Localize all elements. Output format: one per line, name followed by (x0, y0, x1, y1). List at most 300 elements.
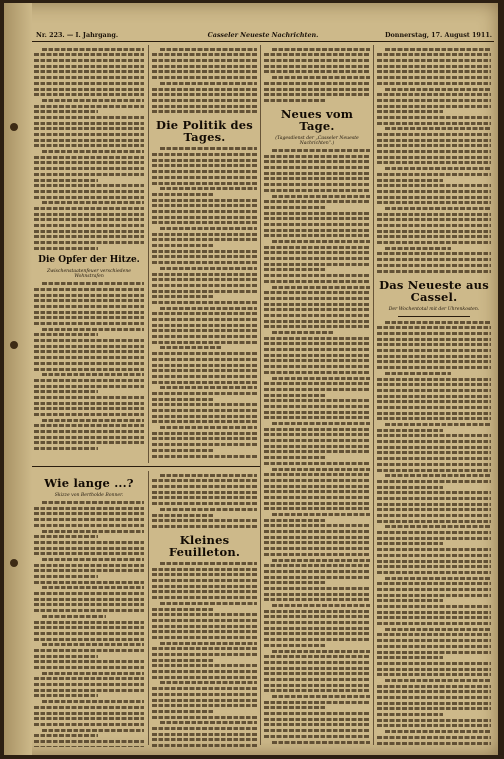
text-line (377, 338, 491, 341)
text-line (34, 110, 98, 113)
text-line (377, 190, 491, 193)
text-line (34, 196, 144, 199)
text-line (34, 76, 144, 79)
text-line (152, 432, 257, 435)
text-line (152, 273, 257, 276)
text-line (34, 677, 144, 680)
text-line (42, 530, 144, 533)
text-line (377, 70, 491, 73)
text-line (264, 627, 370, 630)
text-line (272, 695, 370, 698)
subline-opfer: Zwischenstaatenfeuer verschiedene Wohnstrafen (46, 269, 132, 280)
text-line (34, 173, 144, 176)
text-line (152, 449, 213, 452)
text-line (264, 388, 370, 391)
text-line (152, 153, 257, 156)
text-line (264, 189, 370, 192)
text-line (152, 491, 257, 494)
text-line (152, 59, 257, 62)
text-line (385, 207, 491, 210)
text-line (377, 230, 491, 233)
text-line (264, 337, 370, 340)
text-line (377, 491, 491, 494)
text-line (377, 76, 491, 79)
text-line (264, 661, 370, 664)
text-line (377, 537, 491, 540)
text-line (34, 241, 144, 244)
text-line (264, 93, 370, 96)
text-line (152, 93, 257, 96)
text-line (272, 240, 370, 243)
text-line (377, 417, 491, 420)
text-line (264, 394, 325, 397)
text-line (377, 264, 491, 267)
text-line (264, 530, 370, 533)
text-line (34, 507, 144, 510)
text-line (152, 693, 257, 696)
text-line (34, 316, 144, 319)
text-line (272, 422, 370, 425)
text-line (377, 406, 491, 409)
text-line (34, 598, 144, 601)
text-line (264, 667, 370, 670)
text-line (264, 183, 370, 186)
text-line (152, 664, 257, 667)
text-line (385, 321, 491, 324)
punch-hole (10, 123, 18, 131)
text-line (264, 593, 370, 596)
text-line (272, 559, 370, 562)
text-line (377, 133, 491, 136)
text-line (264, 519, 325, 522)
text-line (377, 412, 491, 415)
text-line (34, 179, 98, 182)
text-line (377, 116, 491, 119)
text-line (34, 82, 144, 85)
text-line (152, 295, 213, 298)
text-line (152, 301, 257, 304)
text-line (42, 328, 144, 331)
text-line (152, 455, 257, 458)
text-line (264, 678, 370, 681)
text-line (272, 513, 370, 516)
text-line (152, 716, 257, 719)
text-line (264, 689, 370, 692)
text-line (264, 291, 370, 294)
text-line (377, 395, 491, 398)
punch-hole (10, 341, 18, 349)
text-line (272, 195, 370, 198)
text-line (34, 413, 144, 416)
text-line (152, 647, 257, 650)
text-line (377, 645, 491, 648)
text-line (34, 689, 144, 692)
text-line (152, 159, 257, 162)
text-line (264, 638, 370, 641)
text-line (34, 190, 144, 193)
text-line (272, 741, 370, 744)
text-line (377, 105, 491, 108)
text-line (160, 562, 257, 565)
text-line (264, 263, 370, 266)
column-1 (34, 45, 144, 463)
text-line (152, 341, 257, 344)
text-line (264, 485, 370, 488)
text-line (264, 399, 370, 402)
text-line (377, 332, 491, 335)
column-rule (260, 45, 261, 745)
text-line (264, 610, 370, 613)
text-line (264, 553, 370, 556)
text-line (377, 139, 491, 142)
text-line (264, 462, 370, 465)
subline-cassel: Der Wochentotal mit der Uhrenkosten. (388, 306, 480, 312)
text-line (377, 122, 491, 125)
text-line (42, 282, 144, 285)
text-line (264, 433, 370, 436)
text-line (34, 288, 144, 291)
text-line (34, 626, 144, 629)
text-line (34, 53, 144, 56)
text-line (377, 656, 443, 659)
text-line (264, 672, 370, 675)
text-line (152, 727, 257, 730)
text-line (377, 161, 491, 164)
text-line (34, 666, 144, 669)
text-line (264, 314, 370, 317)
text-line (377, 179, 443, 182)
text-line (34, 694, 98, 697)
text-line (34, 621, 144, 624)
text-line (385, 48, 491, 51)
text-line (385, 525, 491, 528)
text-line (152, 210, 257, 213)
text-line (152, 318, 257, 321)
text-line (34, 430, 144, 433)
text-line (152, 420, 257, 423)
text-line (264, 70, 370, 73)
text-line (34, 746, 144, 747)
text-line (34, 723, 144, 726)
text-line (377, 65, 491, 68)
text-line (264, 206, 325, 209)
text-line (152, 525, 257, 528)
text-line (152, 324, 257, 327)
text-line (152, 744, 257, 747)
text-line (377, 59, 491, 62)
text-line (152, 99, 257, 102)
story-feuilleton (152, 471, 257, 747)
headline-neues: Neues vom Tage. (280, 106, 354, 133)
text-line (272, 468, 370, 471)
text-line (377, 355, 491, 358)
text-line (264, 155, 370, 158)
text-line (377, 235, 491, 238)
text-line (385, 167, 491, 170)
text-line (377, 383, 491, 386)
text-line (160, 307, 257, 310)
text-line (34, 224, 144, 227)
text-line (152, 514, 213, 517)
text-line (377, 99, 491, 102)
text-line (264, 701, 370, 704)
text-line (385, 88, 491, 91)
text-line (377, 707, 491, 710)
text-line (42, 700, 144, 703)
text-line (264, 536, 370, 539)
text-line (264, 718, 370, 721)
text-line (152, 312, 257, 315)
text-line (264, 280, 370, 283)
text-line (152, 630, 257, 633)
text-line (160, 187, 257, 190)
text-line (377, 457, 491, 460)
text-line (34, 350, 144, 353)
text-line (385, 474, 491, 477)
text-line (377, 378, 491, 381)
text-line (264, 405, 370, 408)
text-line (377, 514, 491, 517)
story-wie-lange (34, 471, 144, 747)
text-line (34, 88, 144, 91)
text-line (377, 184, 491, 187)
text-line (152, 182, 257, 185)
text-line (152, 221, 257, 224)
text-line (42, 615, 106, 618)
text-line (264, 177, 370, 180)
text-line (377, 702, 491, 705)
text-line (34, 322, 144, 325)
text-line (34, 518, 144, 521)
text-line (264, 615, 370, 618)
text-line (34, 740, 144, 743)
text-line (152, 392, 257, 395)
text-line (34, 603, 144, 606)
text-line (264, 200, 370, 203)
text-line (264, 473, 370, 476)
text-line (377, 594, 491, 597)
text-line (160, 48, 257, 51)
text-line (264, 576, 370, 579)
text-line (377, 213, 491, 216)
text-line (377, 736, 491, 739)
text-line (377, 560, 491, 563)
text-line (377, 588, 491, 591)
headline-opfer: Die Opfer der Hitze. (38, 254, 140, 265)
text-line (160, 267, 257, 270)
text-line (160, 346, 221, 349)
text-line (152, 233, 257, 236)
text-line (34, 167, 144, 170)
text-line (377, 651, 491, 654)
subline-neues: (Tagesdienst der „Casseler Neueste Nachrichten“.) (275, 136, 359, 146)
text-line (377, 150, 491, 153)
text-line (264, 82, 370, 85)
text-line (152, 70, 257, 73)
text-line (42, 201, 144, 204)
text-line (34, 592, 144, 595)
text-line (34, 385, 144, 388)
text-line (152, 443, 257, 446)
text-line (272, 48, 370, 51)
text-line (34, 207, 144, 210)
text-line (377, 554, 491, 557)
text-line (152, 176, 257, 179)
text-line (42, 501, 144, 504)
text-line (377, 685, 491, 688)
text-line (377, 429, 443, 432)
text-line (152, 53, 257, 56)
text-line (152, 193, 213, 196)
text-line (152, 284, 257, 287)
text-line (152, 238, 257, 241)
text-line (42, 373, 144, 376)
text-line (152, 568, 257, 571)
text-line (264, 88, 370, 91)
text-line (152, 88, 257, 91)
text-line (377, 196, 491, 199)
text-line (264, 229, 370, 232)
text-line (264, 166, 370, 169)
text-line (264, 712, 370, 715)
issue-date: Donnerstag, 17. August 1911. (385, 31, 492, 39)
text-line (385, 628, 491, 631)
text-line (264, 570, 370, 573)
text-line (264, 359, 370, 362)
text-line (264, 541, 370, 544)
column-3 (264, 45, 370, 745)
text-line (377, 673, 491, 676)
text-line (264, 382, 370, 385)
text-line (152, 738, 257, 741)
text-line (377, 633, 491, 636)
text-line (264, 325, 370, 328)
text-line (34, 547, 144, 550)
text-line (264, 371, 370, 374)
text-line (160, 386, 257, 389)
text-line (272, 286, 370, 289)
text-line (264, 342, 370, 345)
text-line (160, 426, 257, 429)
text-line (34, 156, 144, 159)
text-line (152, 573, 257, 576)
text-line (152, 369, 257, 372)
text-line (34, 564, 144, 567)
text-line (152, 398, 213, 401)
text-line (264, 268, 325, 271)
text-line (377, 241, 491, 244)
text-line (152, 170, 257, 173)
text-line (34, 441, 144, 444)
text-line (264, 496, 370, 499)
column-rule (148, 45, 149, 463)
text-line (264, 729, 370, 732)
text-line (152, 437, 257, 440)
text-line (42, 729, 144, 732)
text-line (152, 590, 257, 593)
text-line (264, 416, 370, 419)
text-line (377, 571, 491, 574)
text-line (152, 502, 257, 505)
text-line (34, 581, 144, 584)
binding-holes (10, 123, 20, 755)
text-line (377, 719, 491, 722)
text-line (377, 156, 491, 159)
text-line (34, 660, 144, 663)
text-line (377, 582, 491, 585)
text-line (377, 611, 491, 614)
punch-hole (10, 559, 18, 567)
text-line (160, 147, 257, 150)
text-line (264, 684, 370, 687)
text-line (160, 82, 257, 85)
text-line (34, 105, 144, 108)
text-line (264, 655, 370, 658)
text-line (34, 116, 144, 119)
text-line (264, 59, 370, 62)
text-line (34, 299, 144, 302)
text-line (152, 204, 257, 207)
text-line (34, 230, 144, 233)
text-line (264, 706, 325, 709)
text-line (34, 218, 144, 221)
text-line (272, 650, 370, 653)
text-line (377, 201, 491, 204)
headline-feuilleton: Kleines Feuilleton. (168, 532, 241, 559)
text-line (264, 644, 325, 647)
text-line (272, 604, 370, 607)
text-line (264, 217, 370, 220)
text-line (264, 274, 370, 277)
text-line (377, 605, 491, 608)
text-line (160, 721, 257, 724)
text-line (377, 349, 491, 352)
text-line (34, 712, 144, 715)
text-line (377, 486, 443, 489)
text-line (377, 400, 491, 403)
text-line (152, 329, 257, 332)
column-rule (148, 471, 149, 745)
headline-wie-lange: Wie lange ...? (44, 476, 134, 490)
text-line (377, 224, 491, 227)
text-line (34, 139, 144, 142)
text-line (377, 270, 491, 273)
text-line (34, 379, 144, 382)
text-line (377, 742, 491, 745)
text-line (377, 258, 491, 261)
text-line (152, 352, 257, 355)
text-line (152, 613, 257, 616)
text-line (264, 524, 370, 527)
text-line (264, 320, 370, 323)
section-rule (32, 466, 260, 467)
text-line (152, 250, 257, 253)
text-line (264, 223, 370, 226)
text-line (160, 642, 257, 645)
text-line (152, 704, 257, 707)
text-line (152, 710, 213, 713)
text-line (377, 53, 491, 56)
text-line (377, 218, 491, 221)
newspaper-page (4, 3, 498, 755)
text-line (152, 261, 257, 264)
text-line (34, 127, 144, 130)
text-line (264, 445, 370, 448)
text-line (377, 599, 443, 602)
column-4 (377, 45, 491, 745)
text-line (34, 569, 144, 572)
text-line (264, 308, 370, 311)
